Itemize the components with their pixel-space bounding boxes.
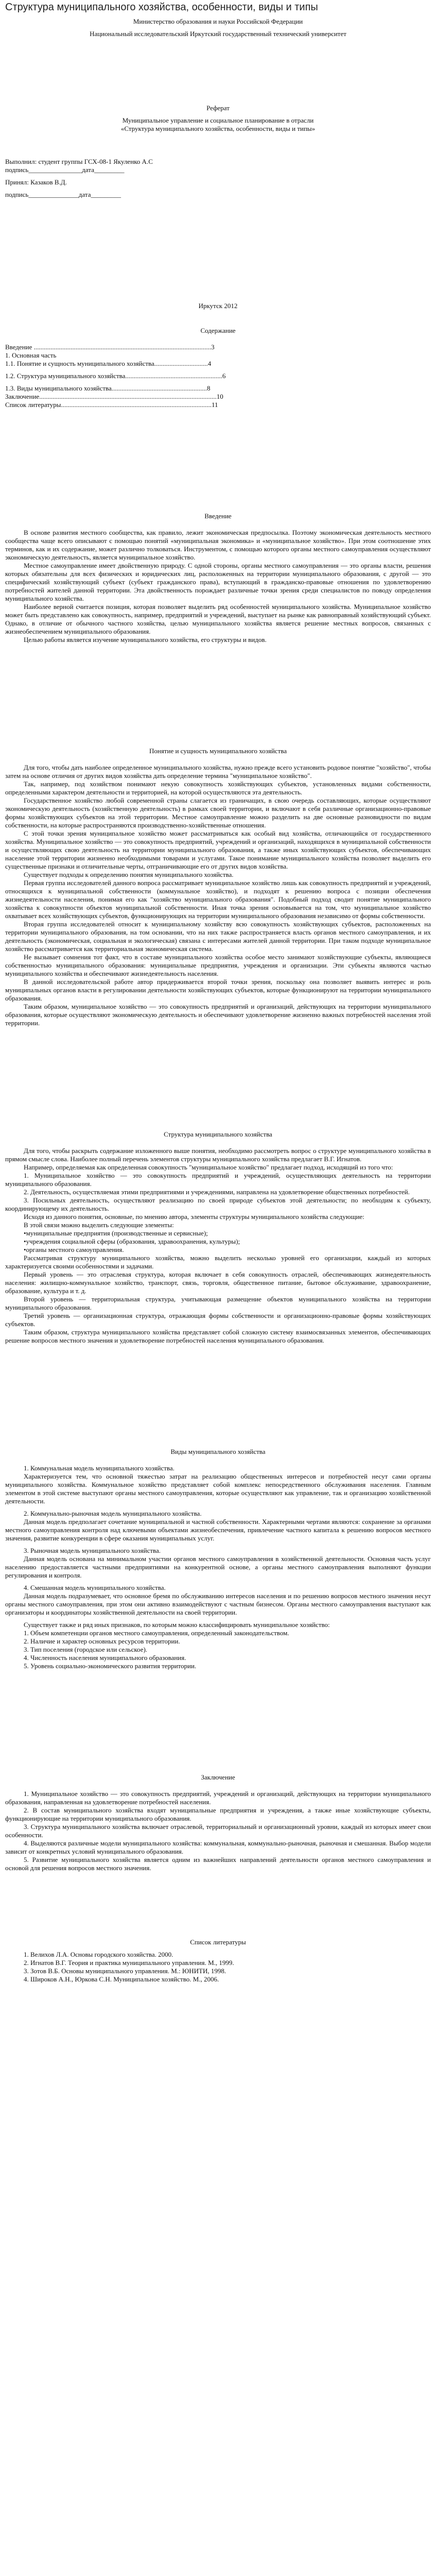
paragraph: Первая группа исследователей данного вопроса рассматривает муниципальное хозяйство лишь как совокупность предприятий и учреждений, относящихся к муниципальной собственности (коммунальное хозяйство), и подходят к решению вопроса с позиции обеспечения жизнедеятельности населения, понимая его как "хозяйство муниципального образования". Подобный подход сводит понятие муниципального хозяйства к совокупности объектов муниципальной собственности. Иная точка зрения основывается на том, что муниципальное хозяйство охватывает всех хозяйствующих субъектов, функционирующих на территории муниципального образования независимо от формы собственности. [5,879,431,920]
paragraph: 3. Структура муниципального хозяйства включает отраслевой, территориальный и организационный уровни, каждый из которых имеет свои особенности. [5,1823,431,1839]
toc-item: Список литературы..........................................................................................11 [5,401,218,409]
list-item: •органы местного самоуправления. [24,1246,124,1253]
toc-item: 1. Основная часть [5,351,57,359]
paragraph: Для того, чтобы дать наиболее определенное муниципального хозяйства, нужно прежде всего установить родовое понятие "хозяйство", чтобы затем на основе отличия от других видов хозяйства дать определение термина "муниципальное хозяйство". [5,764,431,779]
conclusion-heading: Заключение [201,1773,235,1781]
paragraph: Первый уровень — это отраслевая структура, которая включает в себя совокупность отраслей, обеспечивающих жизнедеятельность населения: жилищно-коммунальное хозяйство, транспорт, связь, торговля, общественное питание, бытовое обслуживание, здравоохранение, образование, культура и т. д. [5,1270,431,1295]
conclusion-section [5,1790,431,1872]
paragraph: Таким образом, муниципальное хозяйство — это совокупность предприятий и организаций, действующих на территории муниципального образования, которые осуществляют экономическую деятельность и обеспечивают удовлетворение жизненно важных потребностей населения этой территории. [5,1003,431,1027]
section3 [5,1464,431,1670]
paragraph: Данная модель подразумевает, что основное бремя по обслуживанию интересов населения и по решению вопросов местного значения несут органы местного самоуправления, при этом они активно взаимодействуют с частным бизнесом. Органы местного самоуправления выступают как организаторы и координаторы хозяйственной деятельности на своей территории. [5,1592,431,1616]
paragraph: 2. В состав муниципального хозяйства входят муниципальные предприятия и учреждения, а также иные хозяйствующие субъекты, функционирующие на территории муниципального образования. [5,1806,431,1822]
paragraph: 1. Коммунальная модель муниципального хозяйства. [24,1464,175,1472]
paragraph: Таким образом, структура муниципального хозяйства представляет собой сложную систему взаимосвязанных элементов, обеспечивающих решение вопросов местного значения и удовлетворение потребностей населения муниципального образования. [5,1328,431,1344]
paragraph: Местное самоуправление имеет двойственную природу. С одной стороны, органы местного самоуправления — это органы власти, решения которых обязательны для всех физических и юридических лиц, расположенных на территории муниципального образования, с другой — это специфический хозяйствующий субъект (субъект гражданского права), вступающий в гражданско-правовые отношения по удовлетворению потребностей жителей данной территории. Эта двойственность порождает различные точки зрения среди специалистов по поводу определения муниципального хозяйства. [5,562,431,602]
paragraph: Рассматривая структуру муниципального хозяйства, можно выделить несколько уровней его организации, каждый из которых характеризуется своими особенностями и задачами. [5,1254,431,1270]
paragraph: Вторая группа исследователей относит к муниципальному хозяйству всю совокупность хозяйствующих субъектов, расположенных на территории муниципального образования, на том основании, что на них также распространяется власть органов местного самоуправления, и их деятельность (экономическая, социальная и экологическая) связана с интересами жителей данной территории. При таком подходе муниципальное хозяйство рассматривается как территориальная экономическая система. [5,920,431,953]
paragraph: Существует подходы к определению понятия муниципального хозяйства. [24,871,234,878]
paragraph: 2. Коммунально-рыночная модель муниципального хозяйства. [24,1510,202,1517]
paragraph: Существует также и ряд иных признаков, по которым можно классифицировать муниципальное хозяйство: [24,1621,330,1629]
paragraph: Например, определяемая как определенная совокупность "муниципальное хозяйство" предлагает подход, исходящий из того что: [24,1163,393,1171]
toc-item: Введение ..........................................................................................................3 [5,343,215,351]
paragraph: 1. Объем компетенции органов местного самоуправления, определенный законодательством. [24,1629,289,1637]
list-item: •муниципальные предприятия (производственные и сервисные); [24,1229,208,1237]
cover-signature-1: подпись________________дата_________ [5,166,125,174]
document-page [0,1,436,1984]
section3-heading: Виды муниципального хозяйства [170,1448,266,1455]
paragraph: 1. Муниципальное хозяйство — это совокупность предприятий, учреждений и организаций, действующих на территории муниципального образования, направленная на удовлетворение потребностей населения. [5,1790,431,1806]
intro-heading: Введение [204,512,232,520]
cover-signature-2: подпись_______________дата_________ [5,191,121,198]
cover-topic: «Структура муниципального хозяйства, особенности, виды и типы» [120,125,316,132]
references-heading: Список литературы [190,1938,246,1946]
paragraph: С этой точки зрения муниципальное хозяйство может рассматриваться как особый вид хозяйства, отличающийся от государственного хозяйства. Муниципальное хозяйство — это совокупность предприятий, учреждений и организаций, находящихся в муниципальной собственности и осуществляющих свою деятельность на территории муниципального образования, а также иных хозяйствующих субъектов, обеспечивающих население этой территории жизненно необходимыми товарами и услугами. Такое понимание муниципального хозяйства позволяет выделить его существенные признаки и отличительные черты, отграничивающие его от других видов хозяйства. [5,829,431,870]
cover-author: Выполнил: студент группы ГСХ-08-1 Якуленко А.С [5,158,153,165]
paragraph: В данной исследовательской работе автор придерживается второй точки зрения, поскольку она позволяет выявить интерес и роль муниципальных органов власти в регулировании деятельности хозяйствующих субъектов, которые функционируют на территории муниципального образования. [5,978,431,1002]
document-title: Структура муниципального хозяйства, особенности, виды и типы [5,2,318,13]
cover-kind: Реферат [206,104,230,112]
paragraph: 4. Численность населения муниципального образования. [24,1654,186,1662]
section1-heading: Понятие и сущность муниципального хозяйства [149,747,287,755]
cover-city-year: Иркутск 2012 [198,302,238,310]
paragraph: Государственное хозяйство любой современной страны слагается из граничащих, в свою очередь составляющих, которые осуществляют экономическую деятельность (хозяйственную деятельность) в рамках своей территории, и включают в себя различные организационно-правовые формы хозяйствующих субъектов на этой территории. Местное самоуправление можно разделить на две основные разновидности по видам собственности, на которые распространяются производственно-хозяйственные отношения. [5,796,431,829]
paragraph: 3. Тип поселения (городское или сельское). [24,1646,148,1653]
toc-item: 1.3. Виды муниципального хозяйства.........................................................8 [5,384,211,392]
toc-heading: Содержание [200,327,236,334]
paragraph: 5. Уровень социально-экономического развития территории. [24,1662,197,1670]
paragraph: 3. Посильных деятельность, осуществляют реализацию по своей природе субъектов этой деятельности; по необходим к субъекту, координирующему их деятельность. [5,1196,431,1212]
paragraph: Данная модель предполагает сочетание муниципальной и частной собственности. Характерными чертами являются: сохранение за органами местного самоуправления контроля над ключевыми объектами жизнеобеспечения, привлечение частного капитала к решению вопросов местного значения, развитие конкуренции в сфере оказания муниципальных услуг. [5,1518,431,1542]
reference-item: 3. Зотов В.Б. Основы муниципального управления. М.: ЮНИТИ, 1998. [24,1967,226,1975]
list-item: •учреждения социальной сферы (образования, здравоохранения, культуры); [24,1238,240,1245]
paragraph: 2. Наличие и характер основных ресурсов территории. [24,1637,180,1645]
paragraph: 3. Рыночная модель муниципального хозяйства. [24,1547,161,1554]
intro-section [5,529,431,644]
paragraph: В основе развития местного сообщества, как правило, лежит экономическая предпосылка. Поэтому экономическая деятельность местного сообщества чаще всего описывают с помощью понятий «муниципальная экономика» и «муниципальное хозяйство». При этом соотношение этих терминов, как и их содержание, может различно толковаться. Инструментом, с помощью которого органы местного самоуправления осуществляют экономическую деятельность, является муниципальное хозяйство. [5,529,431,561]
paragraph: Не вызывает сомнения тот факт, что в составе муниципального хозяйства особое место занимают хозяйствующие субъекты, являющиеся собственностью муниципального образования: муниципальные предприятия, учреждения и организации. Эти субъекты являются частью муниципального хозяйства и обеспечивают жизнедеятельность населения. [5,953,431,977]
toc-item: Заключение..........................................................................................................10 [5,393,223,400]
references-list [5,1951,431,1984]
paragraph: Данная модель основана на минимальном участии органов местного самоуправления в хозяйственной деятельности. Основная часть услуг населению предоставляется частными предприятиями на конкурентной основе, а органы местного самоуправления выполняют функции регулирования и контроля. [5,1555,431,1579]
section2 [5,1147,431,1345]
section1 [5,764,431,1027]
paragraph: 4. Выделяются различные модели муниципального хозяйства: коммунальная, коммунально-рыночная, рыночная и смешанная. Выбор модели зависит от конкретных условий муниципального образования. [5,1839,431,1855]
paragraph: Характеризуется тем, что основной тяжестью затрат на реализацию общественных интересов и потребностей несут сами органы муниципального хозяйства. Коммунальное хозяйство представляет собой комплекс непосредственного обслуживания населения. Главным элементом в этой системе выступают органы местного самоуправления, которые осуществляют как управление, так и организацию хозяйственной деятельности. [5,1472,431,1505]
toc-item: 1.2. Структура муниципального хозяйства..........................................................6 [5,372,226,380]
reference-item: 4. Широков А.Н., Юркова С.Н. Муниципальное хозяйство. М., 2006. [24,1975,219,1983]
toc-item: 1.1. Понятие и сущность муниципального хозяйства................................4 [5,360,212,367]
paragraph: Для того, чтобы раскрыть содержание изложенного выше понятия, необходимо рассмотреть вопрос о структуре муниципального хозяйства в прямом смысле слова. Наиболее полный перечень элементов структуры муниципального хозяйства предлагает В.Г. Игнатов. [5,1147,431,1163]
paragraph: В этой связи можно выделить следующие элементы: [24,1221,174,1229]
paragraph: Наиболее верной считается позиция, которая позволяет выделить ряд особенностей муниципального хозяйства. Муниципальное хозяйство может быть представлено как совокупность, например, предприятий и учреждений, выступает на рынке как равноправный хозяйствующий субъект. Однако, в отличие от обычного частного хозяйства, целью муниципального хозяйства является решение местных вопросов, связанных с жизнеобеспечением муниципального образования. [5,603,431,635]
table-of-contents [5,343,431,409]
cover-checker: Принял: Казаков В.Д. [5,178,67,186]
reference-item: 2. Игнатов В.Г. Теория и практика муниципального управления. М., 1999. [24,1959,234,1967]
section2-heading: Структура муниципального хозяйства [164,1130,272,1138]
paragraph: 2. Деятельность, осуществляемая этими предприятиями и учреждениями, направлена на удовлетворение общественных потребностей. [24,1188,410,1196]
ministry-name: Министерство образования и науки Российской Федерации [133,18,303,25]
cover-subject: Муниципальное управление и социальное планирование в отрасли [122,116,314,124]
paragraph: Целью работы является изучение муниципального хозяйства, его структуры и видов. [24,636,267,643]
paragraph: Третий уровень — организационная структура, отражающая формы собственности и организационно-правовые формы хозяйствующих субъектов. [5,1312,431,1328]
reference-item: 1. Велихов Л.А. Основы городского хозяйства. 2000. [24,1951,173,1958]
paragraph: Так, например, под хозяйством понимают некую совокупность хозяйствующих субъектов, установленных видами собственности, определенными характером деятельности и территорией, на которой осуществляются эта деятельность. [5,780,431,796]
paragraph: Второй уровень — территориальная структура, учитывающая размещение объектов муниципального хозяйства на территории муниципального образования. [5,1295,431,1311]
university-name: Национальный исследовательский Иркутский государственный технический университет [90,30,346,38]
paragraph: Исходя из данного понятия, основные, по мнению автора, элементы структуры муниципального хозяйства следующие: [24,1213,364,1221]
paragraph: 4. Смешанная модель муниципального хозяйства. [24,1584,166,1591]
paragraph: 5. Развитие муниципального хозяйства является одним из важнейших направлений деятельности органов местного самоуправления и основой для решения вопросов местного значения. [5,1856,431,1872]
paragraph: 1. Муниципальное хозяйство — это совокупность предприятий и учреждений, осуществляющих деятельность на территории муниципального образования. [5,1172,431,1188]
